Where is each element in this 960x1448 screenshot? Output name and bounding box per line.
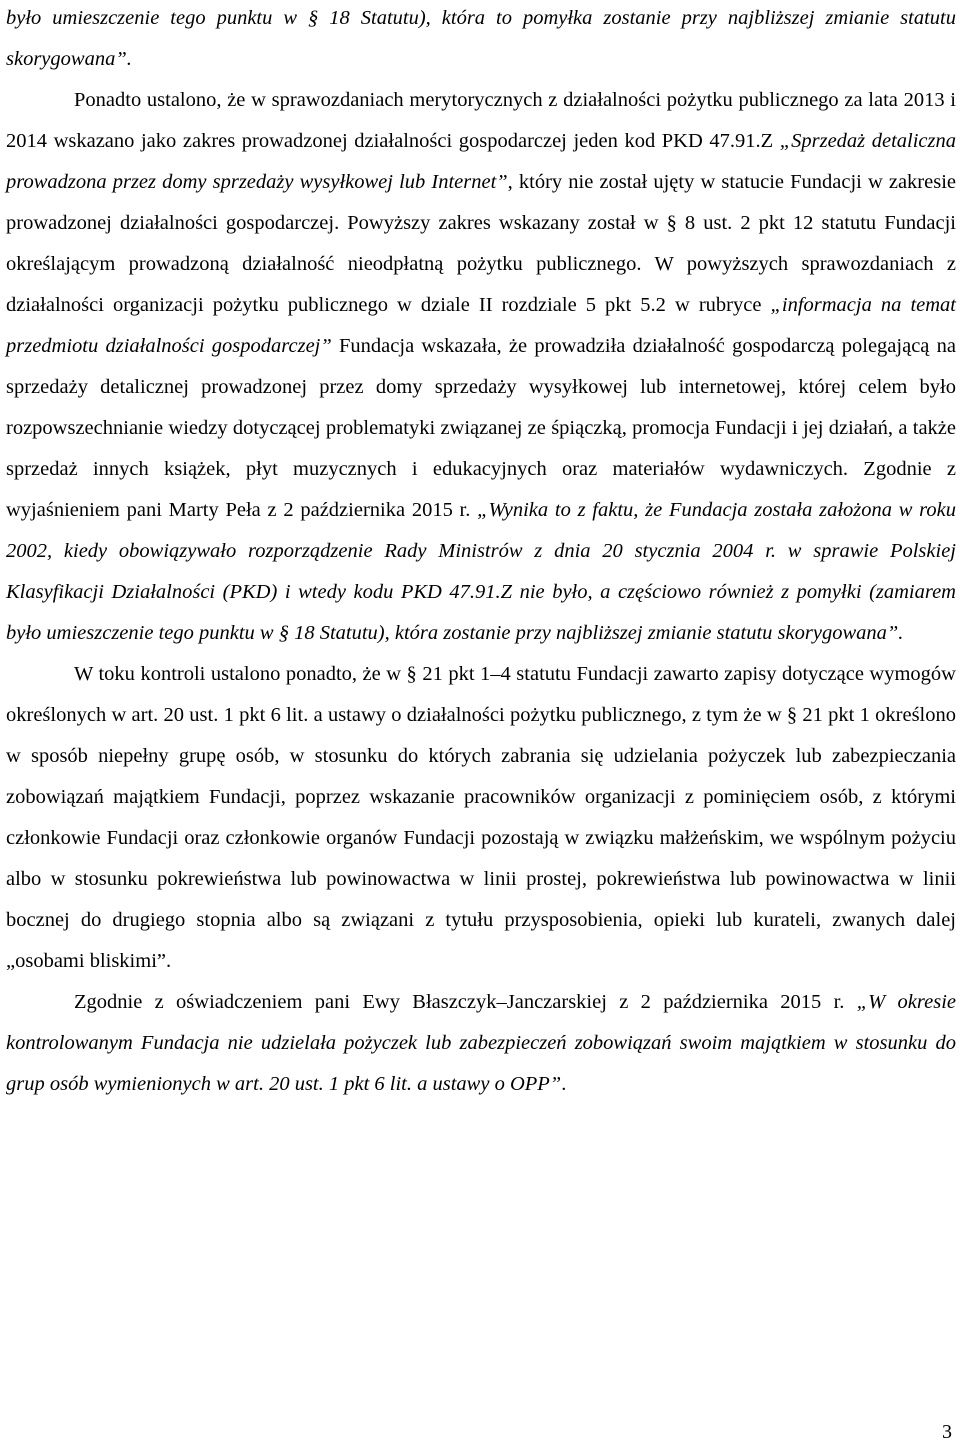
paragraph-continuation [6, 0, 956, 80]
text-run-italic: „W okresie kontrolowanym Fundacja nie udzielała pożyczek lub zabezpieczeń zobowiązań swoim majątkiem w stosunku do grup osób wymienionych w art. 20 ust. 1 pkt 6 lit. a ustawy o OPP” [6, 991, 956, 1095]
text-run: było umieszczenie tego punktu w § 18 Statutu), która to pomyłka zostanie przy najbliższej zmianie statutu skorygowana”. [6, 7, 956, 70]
paragraph-declaration [6, 982, 956, 1105]
text-run: Fundacja wskazała, że prowadziła działalność gospodarczą polegającą na sprzedaży detalicznej prowadzonej przez domy sprzedaży wysyłkowej lub internetowej, której celem było rozpowszechnianie wiedzy dotyczącej problematyki związanej ze śpiączką, promocja Fundacji i jej działań, a także sprzedaż innych książek, płyt muzycznych i edukacyjnych oraz materiałów wydawniczych. Zgodnie z wyjaśnieniem pani Marty Peła z 2 października 2015 r. [6, 335, 956, 521]
text-run-italic: „informacja na temat przedmiotu działalności gospodarczej” [6, 294, 956, 357]
text-run: W toku kontroli ustalono ponadto, że w § 21 pkt 1–4 statutu Fundacji zawarto zapisy dotyczące wymogów określonych w art. 20 ust. 1 pkt 6 lit. a ustawy o działalności pożytku publicznego, z tym że w § 21 pkt 1 określono w sposób niepełny grupę osób, w stosunku do których zabrania się udzielania pożyczek lub zabezpieczania zobowiązań majątkiem Fundacji, poprzez wskazanie pracowników organizacji z pominięciem osób, z którymi członkowie Fundacji oraz członkowie organów Fundacji pozostają w związku małżeńskim, we wspólnym pożyciu albo w stosunku pokrewieństwa lub powinowactwa w linii prostej, pokrewieństwa lub powinowactwa w linii bocznej do drugiego stopnia albo są związani z tytułu przysposobienia, opieki lub kurateli, zwanych dalej „osobami bliskimi”. [6, 663, 956, 972]
page-number: 3 [942, 1421, 952, 1443]
paragraph-pkd-findings [6, 80, 956, 654]
text-run-italic: „Wynika to z faktu, że Fundacja została założona w roku 2002, kiedy obowiązywało rozporządzenie Rady Ministrów z dnia 20 stycznia 2004 r. w sprawie Polskiej Klasyfikacji Działalności (PKD) i wtedy kodu PKD 47.91.Z nie było, a częściowo również z pomyłki (zamiarem było umieszczenie tego punktu w § 18 Statutu), która zostanie przy najbliższej zmianie statutu skorygowana”. [6, 499, 956, 644]
document-page [6, 0, 956, 1105]
text-run: , który nie został ujęty w statucie Fundacji w zakresie prowadzonej działalności gospodarczej. Powyższy zakres wskazany został w § 8 ust. 2 pkt 12 statutu Fundacji określającym prowadzoną działalność nieodpłatną pożytku publicznego. W powyższych sprawozdaniach z działalności organizacji pożytku publicznego w dziale II rozdziale 5 pkt 5.2 w rubryce [6, 171, 957, 316]
text-run: Ponadto ustalono, że w sprawozdaniach merytorycznych z działalności pożytku publicznego za lata 2013 i 2014 wskazano jako zakres prowadzonej działalności gospodarczej jeden kod PKD 47.91.Z [6, 89, 956, 152]
text-run-italic: „Sprzedaż detaliczna prowadzona przez domy sprzedaży wysyłkowej lub Internet” [6, 130, 956, 193]
text-run: Zgodnie z oświadczeniem pani Ewy Błaszczyk–Janczarskiej z 2 października 2015 r. [74, 991, 857, 1013]
text-run: . [561, 1073, 567, 1095]
paragraph-statute-21 [6, 654, 956, 982]
